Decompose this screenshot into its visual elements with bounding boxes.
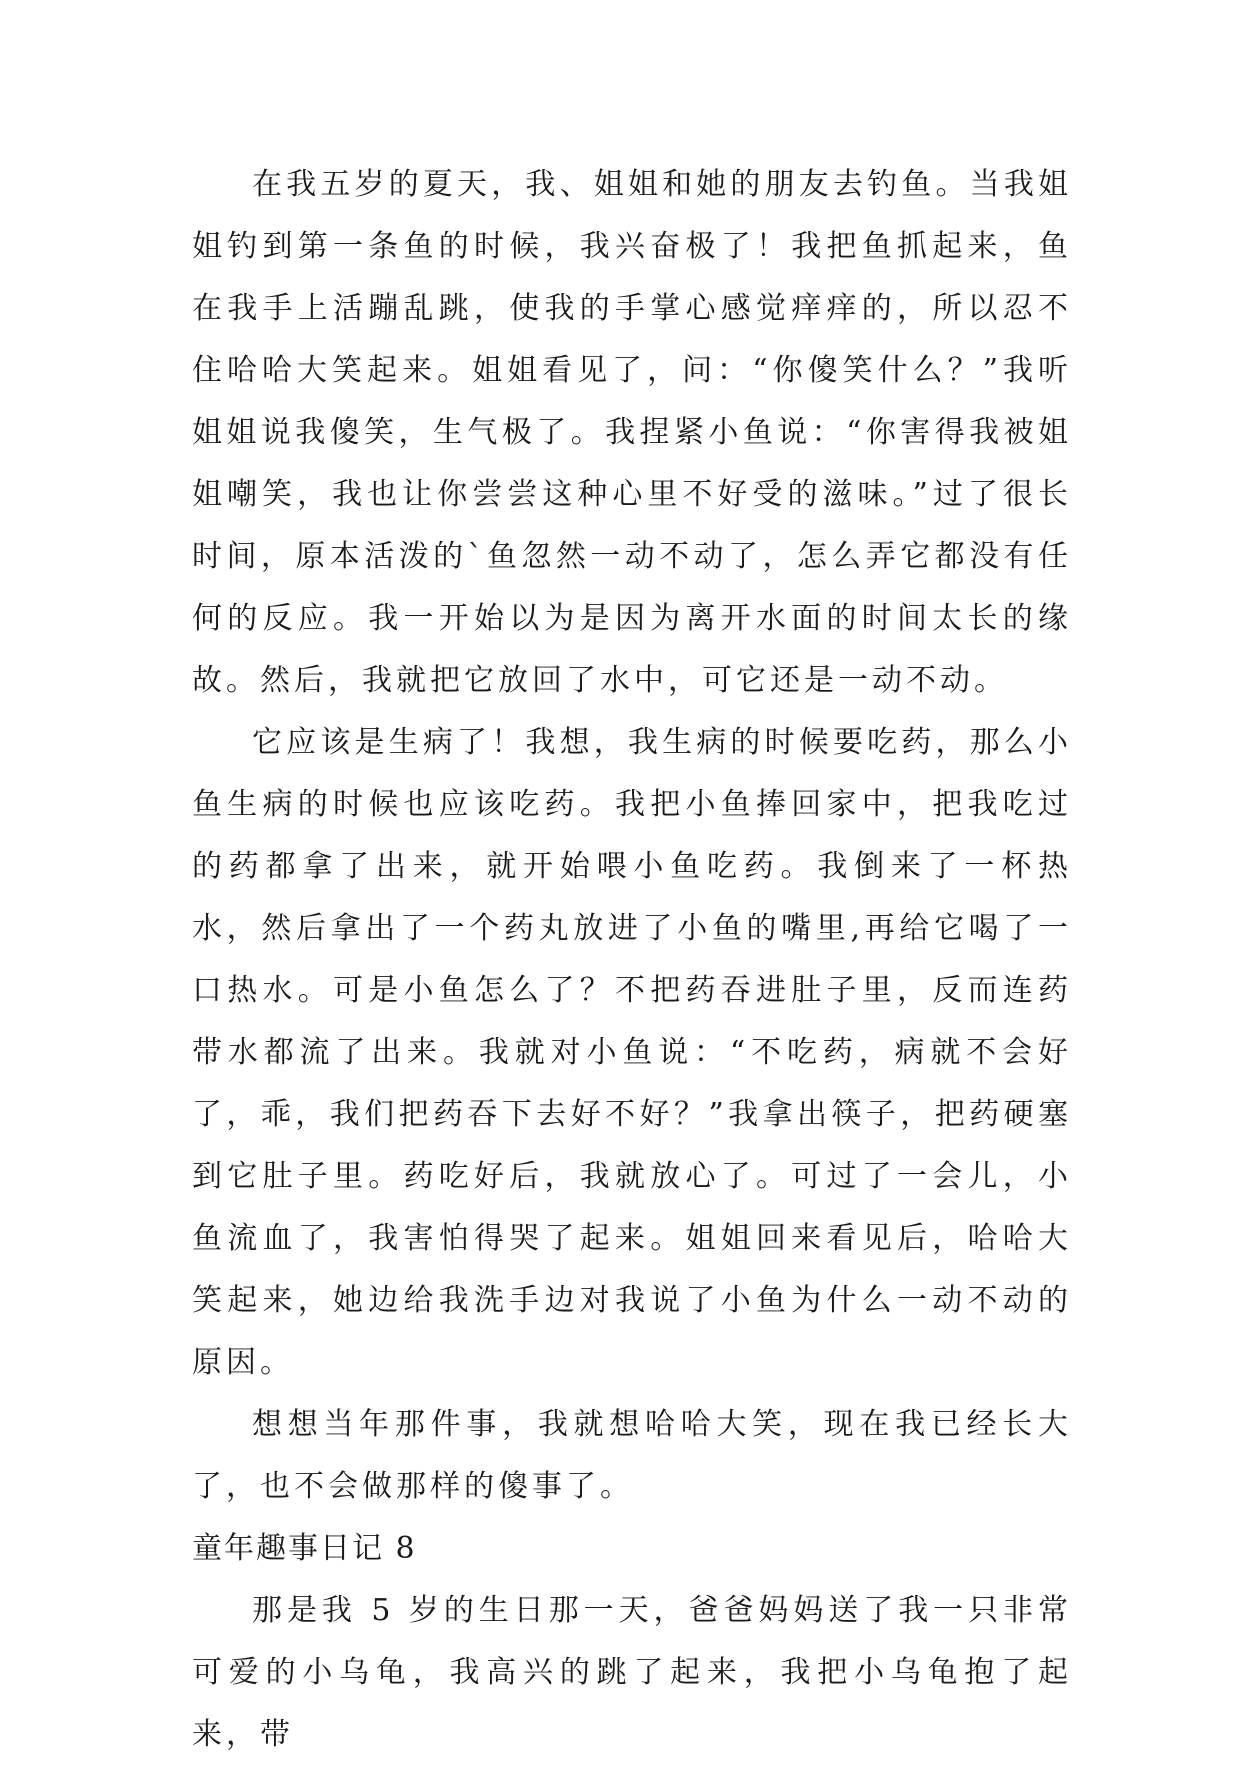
paragraph-turtle-birthday: 那是我 5 岁的生日那一天，爸爸妈妈送了我一只非常可爱的小乌龟，我高兴的跳了起来，我把小乌龟抱了起来，带 [192, 1593, 1072, 1752]
paragraph-reflection: 想想当年那件事，我就想哈哈大笑，现在我已经长大了，也不会做那样的傻事了。 [192, 1407, 1072, 1504]
paragraph-fishing-story: 在我五岁的夏天，我、姐姐和她的朋友去钓鱼。当我姐姐钓到第一条鱼的时候，我兴奋极了！我把鱼抓起来，鱼在我手上活蹦乱跳，使我的手掌心感觉痒痒的，所以忍不住哈哈大笑起来。姐姐看见了，问：“你傻笑什么？”我听姐姐说我傻笑，生气极了。我捏紧小鱼说：“你害得我被姐姐嘲笑，我也让你尝尝这种心里不好受的滋味。”过了很长时间，原本活泼的`鱼忽然一动不动了，怎么弄它都没有任何的反应。我一开始以为是因为离开水面的时间太长的缘故。然后，我就把它放回了水中，可它还是一动不动。 [192, 167, 1072, 698]
paragraph-fish-medicine: 它应该是生病了！我想，我生病的时候要吃药，那么小鱼生病的时候也应该吃药。我把小鱼捧回家中，把我吃过的药都拿了出来，就开始喂小鱼吃药。我倒来了一杯热水，然后拿出了一个药丸放进了小鱼的嘴里,再给它喝了一口热水。可是小鱼怎么了？不把药吞进肚子里，反而连药带水都流了出来。我就对小鱼说：“不吃药，病就不会好了，乖，我们把药吞下去好不好？”我拿出筷子，把药硬塞到它肚子里。药吃好后，我就放心了。可过了一会儿，小鱼流血了，我害怕得哭了起来。姐姐回来看见后，哈哈大笑起来，她边给我洗手边对我说了小鱼为什么一动不动的原因。 [192, 725, 1072, 1380]
section-heading: 童年趣事日记 8 [192, 1531, 417, 1566]
document-body [192, 154, 1072, 1766]
